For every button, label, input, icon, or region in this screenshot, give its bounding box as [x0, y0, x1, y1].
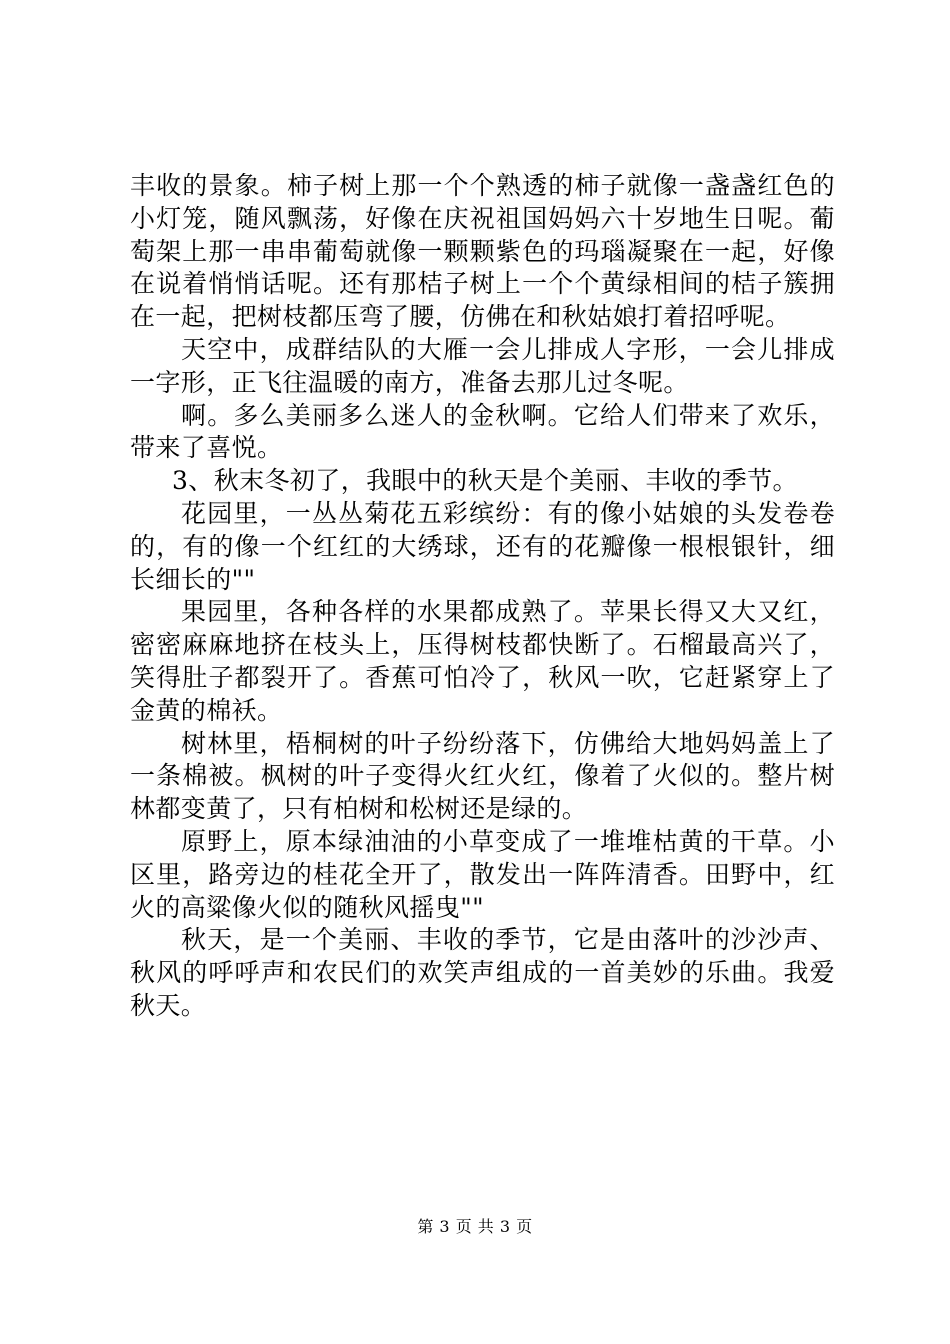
- paragraph-2: 天空中，成群结队的大雁一会儿排成人字形，一会儿排成一字形，正飞往温暖的南方，准备去那儿过冬呢。: [130, 334, 835, 397]
- article-body: [130, 170, 835, 1023]
- paragraph-4: 3、秋末冬初了，我眼中的秋天是个美丽、丰收的季节。: [172, 466, 798, 496]
- paragraph-8: 原野上，原本绿油油的小草变成了一堆堆枯黄的干草。小区里，路旁边的桂花全开了，散发出一阵阵清香。田野中，红火的高粱像火似的随秋风摇曳"": [130, 826, 835, 922]
- page-footer: [0, 1217, 950, 1237]
- page-number-label: 第 3 页 共 3 页: [417, 1217, 533, 1236]
- paragraph-9: 秋天，是一个美丽、丰收的季节，它是由落叶的沙沙声、秋风的呼呼声和农民们的欢笑声组成的一首美妙的乐曲。我爱秋天。: [130, 925, 835, 1020]
- paragraph-3: 啊。多么美丽多么迷人的金秋啊。它给人们带来了欢乐，带来了喜悦。: [130, 400, 835, 463]
- paragraph-7: 树林里，梧桐树的叶子纷纷落下，仿佛给大地妈妈盖上了一条棉被。枫树的叶子变得火红火红，像着了火似的。整片树林都变黄了，只有柏树和松树还是绿的。: [130, 728, 835, 824]
- paragraph-5: 花园里，一丛丛菊花五彩缤纷：有的像小姑娘的头发卷卷的，有的像一个红红的大绣球，还有的花瓣像一根根银针，细长细长的"": [130, 498, 835, 594]
- paragraph-6: 果园里，各种各样的水果都成熟了。苹果长得又大又红，密密麻麻地挤在枝头上，压得树枝都快断了。石榴最高兴了，笑得肚子都裂开了。香蕉可怕冷了，秋风一吹，它赶紧穿上了金黄的棉袄。: [130, 597, 835, 725]
- paragraph-1: 丰收的景象。柿子树上那一个个熟透的柿子就像一盏盏红色的小灯笼，随风飘荡，好像在庆祝祖国妈妈六十岁地生日呢。葡萄架上那一串串葡萄就像一颗颗紫色的玛瑙凝聚在一起，好像在说着悄悄话呢。还有那桔子树上一个个黄绿相间的桔子簇拥在一起，把树枝都压弯了腰，仿佛在和秋姑娘打着招呼呢。: [130, 171, 835, 332]
